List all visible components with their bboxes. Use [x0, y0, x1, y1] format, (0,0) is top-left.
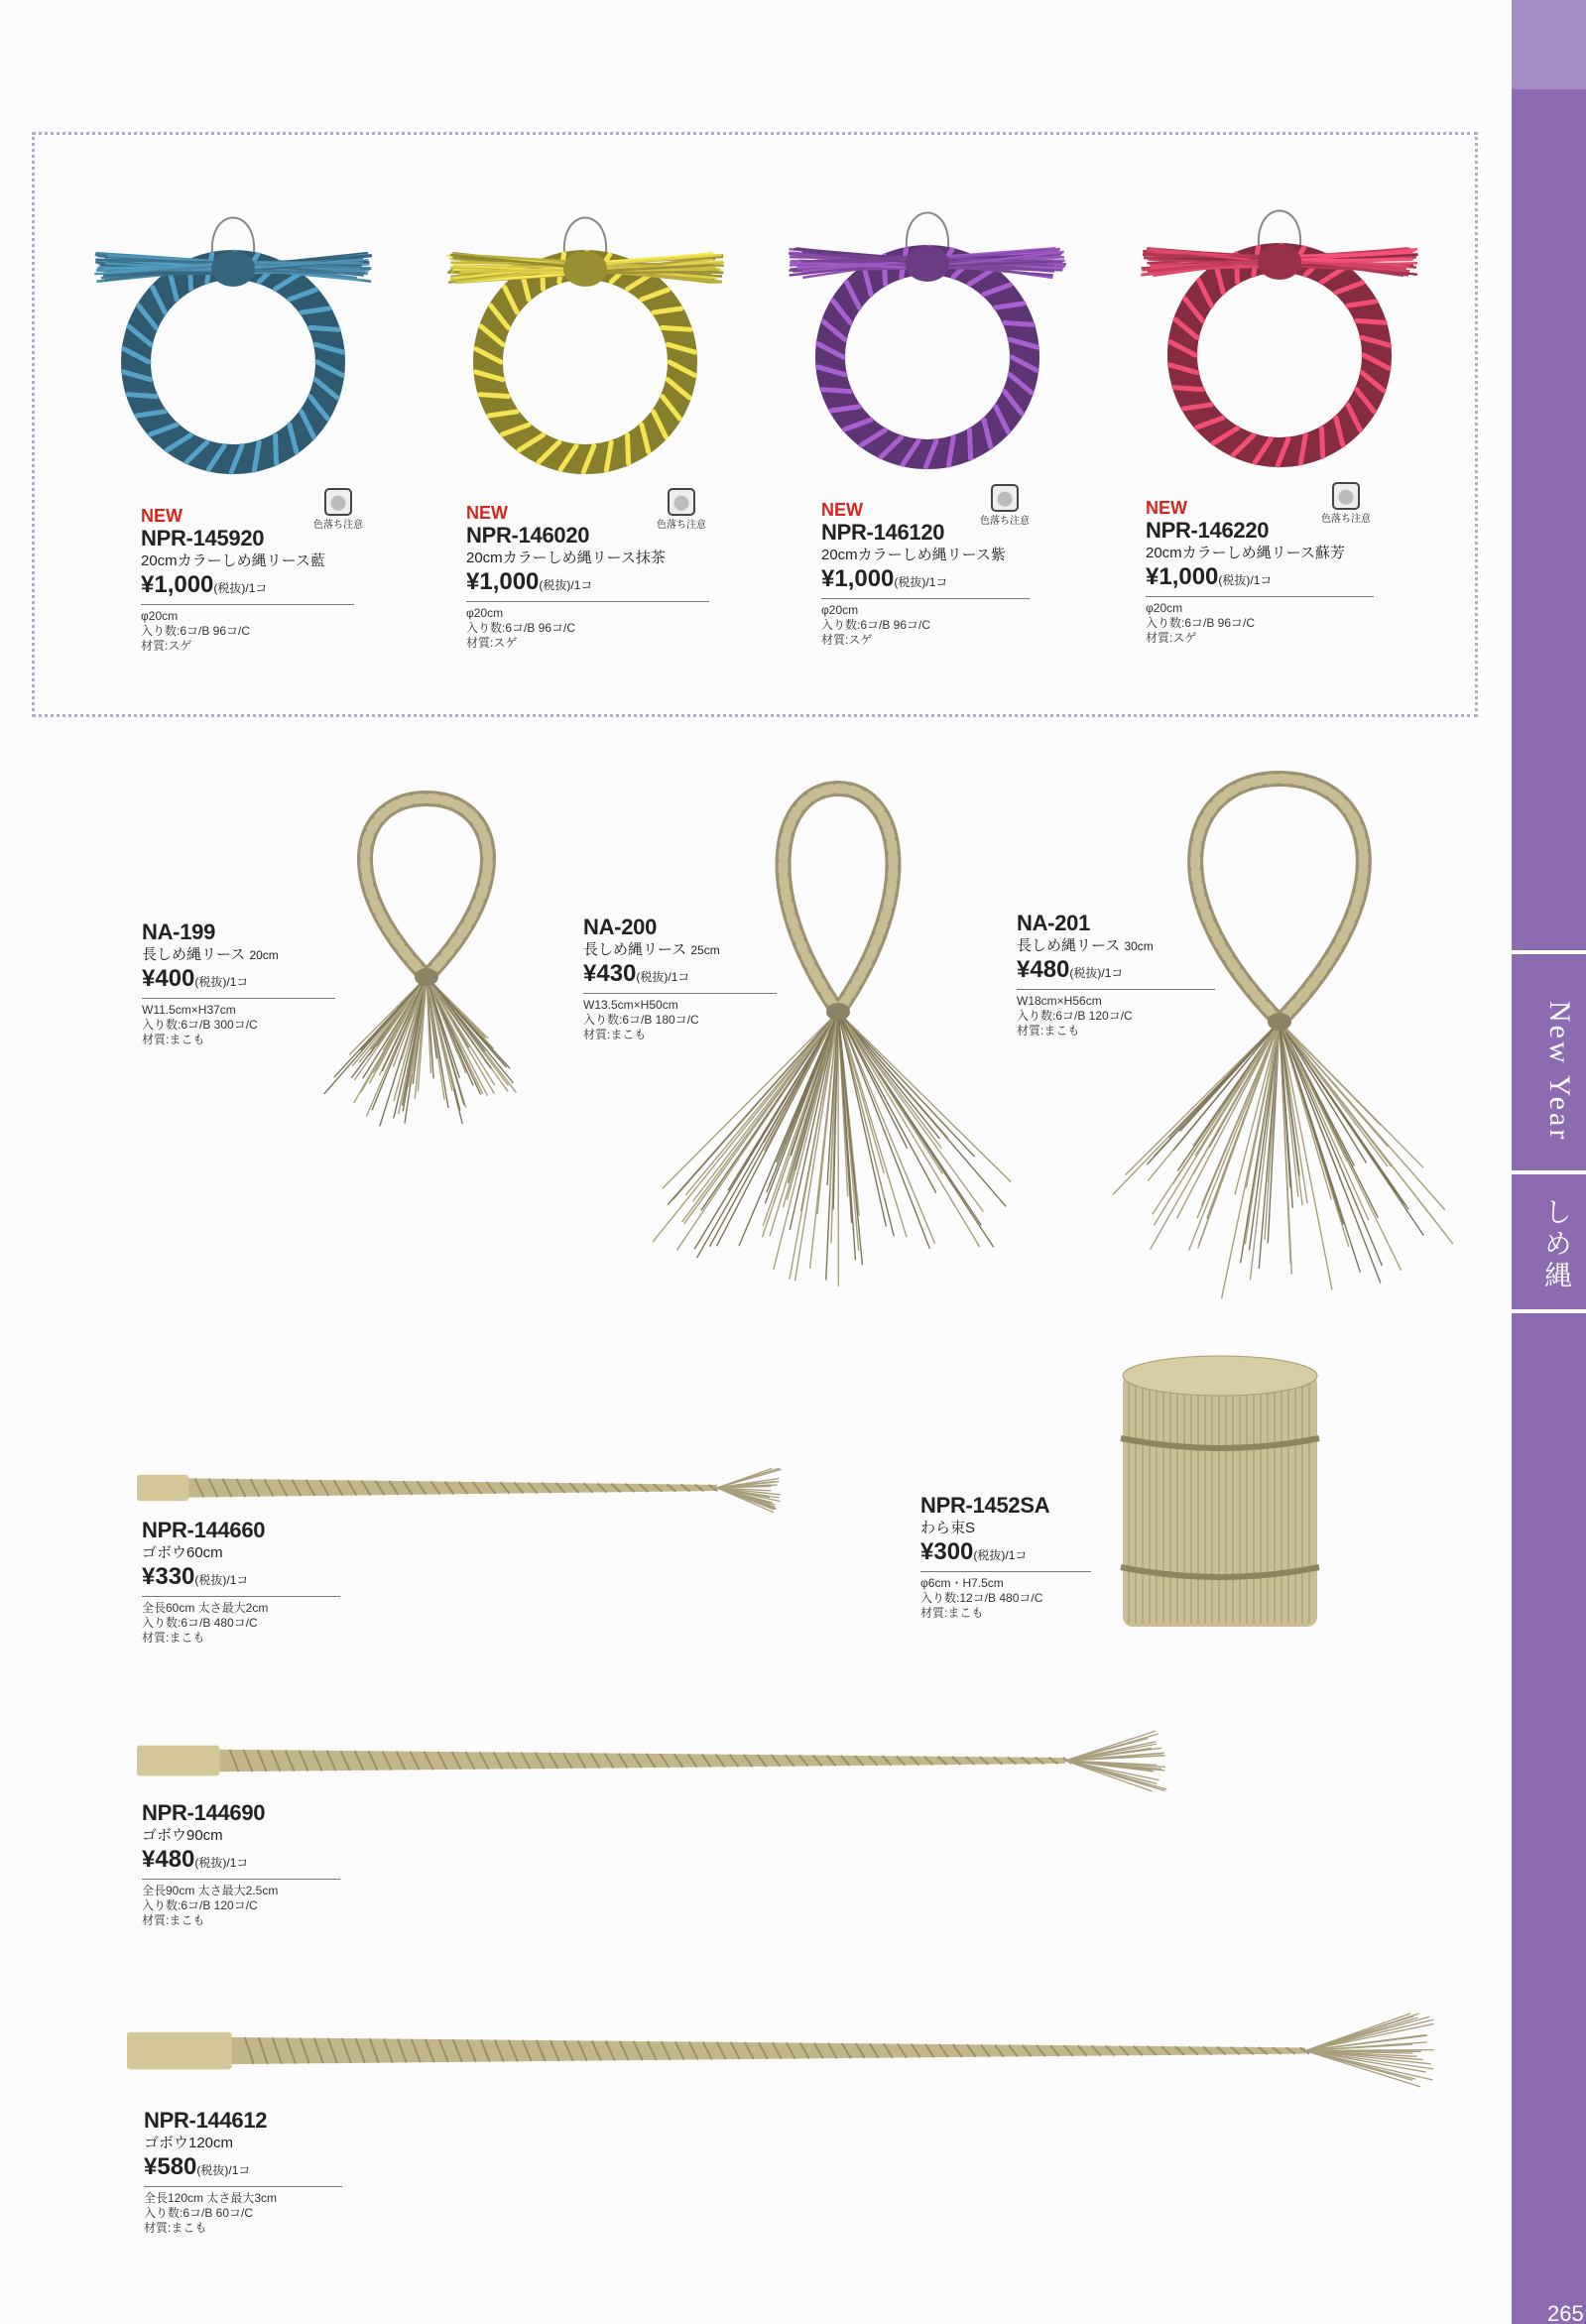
unit: /1コ: [668, 970, 690, 984]
unit: /1コ: [228, 2163, 251, 2177]
tax-note: (税抜): [539, 578, 571, 592]
product-code: NPR-145920: [141, 526, 265, 550]
loop-knot: [826, 1003, 850, 1021]
tax-note: (税抜): [636, 970, 669, 984]
price: ¥480: [1017, 956, 1070, 983]
wreath-knot: [563, 251, 607, 287]
rope-fringe: [717, 1468, 782, 1513]
new-tag: NEW: [821, 500, 863, 520]
caution-label: 色落ち注意: [313, 520, 363, 531]
loop-product[interactable]: [583, 915, 777, 1042]
loop-rope: [1195, 779, 1364, 1022]
unit: /1コ: [226, 975, 249, 989]
product-name-text: 長しめ縄リース: [142, 946, 246, 963]
price: ¥480: [142, 1846, 195, 1873]
caution-label: 色落ち注意: [980, 516, 1030, 527]
tax-note: (税抜): [973, 1548, 1006, 1562]
price: ¥330: [142, 1563, 195, 1590]
loop-tassel: [653, 1012, 1011, 1286]
rope-head: [137, 1746, 219, 1776]
spec-quantity: 入り数:6コ/B 60コ/C: [144, 2206, 254, 2220]
price: ¥400: [142, 965, 195, 992]
product-code: NPR-144690: [142, 1800, 266, 1825]
product-code: NA-201: [1017, 911, 1091, 935]
side-tab-divider: [1512, 1309, 1586, 1313]
wreath-image-purple: [779, 188, 1076, 476]
price-row: [142, 1563, 340, 1597]
price-row: [144, 2153, 342, 2187]
loop-knot: [1268, 1013, 1291, 1031]
spec-size: 全長120cm 太さ最大3cm: [144, 2191, 278, 2205]
product-name: [142, 945, 335, 965]
unit: /1コ: [226, 1856, 249, 1870]
loop-product[interactable]: [142, 919, 335, 1047]
spec-size: W18cm×H56cm: [1017, 994, 1102, 1008]
spec-material: 材質:まこも: [142, 1033, 205, 1046]
spec-size: φ20cm: [466, 606, 504, 620]
product-size: 25cm: [690, 943, 720, 957]
spec-material: 材質:スゲ: [141, 639, 192, 653]
caution-icon: [668, 488, 695, 516]
product-code: NA-200: [583, 915, 658, 939]
bundle-product[interactable]: [920, 1493, 1091, 1621]
price-row: [920, 1538, 1091, 1572]
price: ¥580: [144, 2153, 197, 2180]
spec-material: 材質:まこも: [920, 1606, 984, 1620]
straw-bundle-image: [1111, 1354, 1329, 1651]
tax-note: (税抜): [194, 1856, 227, 1870]
loop-rope-twist: [784, 789, 894, 1012]
spec-quantity: 入り数:12コ/B 480コ/C: [920, 1591, 1043, 1605]
spec-quantity: 入り数:6コ/B 96コ/C: [821, 618, 931, 632]
caution-icon: [991, 484, 1019, 512]
bundle-top: [1123, 1356, 1317, 1396]
product-code: NPR-146120: [821, 520, 945, 545]
spec-size: φ20cm: [1146, 601, 1183, 615]
spec-size: φ20cm: [821, 603, 859, 617]
loop-knot: [415, 968, 438, 986]
color-caution: [1311, 482, 1381, 526]
new-tag: NEW: [141, 506, 183, 526]
product-code: NPR-1452SA: [920, 1493, 1050, 1518]
price: ¥300: [920, 1538, 974, 1565]
spec-material: 材質:まこも: [144, 2221, 207, 2235]
tax-note: (税抜): [213, 581, 246, 595]
side-tab: [1512, 0, 1586, 2324]
product-size: 30cm: [1124, 939, 1154, 953]
product-name: ゴボウ90cm: [142, 1827, 223, 1844]
product-code: NPR-146020: [466, 523, 590, 548]
product-name: 20cmカラーしめ縄リース藍: [141, 552, 325, 569]
side-tab-divider: [1512, 950, 1586, 954]
product-name-text: 長しめ縄リース: [583, 941, 687, 958]
loop-rope: [365, 798, 488, 977]
loop-wreath-image-20cm: [332, 789, 521, 1146]
price-row: [1146, 563, 1374, 597]
unit: /1コ: [245, 581, 268, 595]
loop-product[interactable]: [1017, 911, 1215, 1039]
new-tag: NEW: [466, 503, 508, 523]
spec-size: 全長90cm 太さ最大2.5cm: [142, 1884, 279, 1897]
wreath-knot: [906, 246, 949, 282]
rope-head: [127, 2032, 232, 2069]
rope-head: [137, 1475, 188, 1501]
price: ¥1,000: [466, 568, 540, 595]
wreath-knot: [1258, 244, 1301, 280]
price: ¥1,000: [821, 565, 895, 592]
tax-note: (税抜): [194, 975, 227, 989]
caution-icon: [1332, 482, 1360, 510]
tax-note: (税抜): [894, 575, 926, 589]
loop-rope: [784, 789, 894, 1012]
rope-product[interactable]: [144, 2108, 342, 2236]
price-row: [141, 571, 354, 605]
spec-size: 全長60cm 太さ最大2cm: [142, 1601, 269, 1615]
spec-quantity: 入り数:6コ/B 120コ/C: [1017, 1009, 1133, 1023]
unit: /1コ: [1005, 1548, 1028, 1562]
product-code: NPR-146220: [1146, 518, 1270, 543]
tax-note: (税抜): [1218, 573, 1251, 587]
price: ¥1,000: [141, 571, 214, 598]
product-name: 20cmカラーしめ縄リース紫: [821, 547, 1006, 563]
spec-material: 材質:スゲ: [821, 633, 873, 647]
spec-material: 材質:まこも: [142, 1631, 205, 1645]
caution-label: 色落ち注意: [1321, 514, 1371, 525]
price-row: [821, 565, 1030, 599]
spec-material: 材質:スゲ: [1146, 631, 1197, 645]
wreath-image-suou: [1131, 186, 1428, 474]
wreath-knot: [211, 251, 255, 287]
spec-material: 材質:まこも: [142, 1913, 205, 1927]
product-name-text: 長しめ縄リース: [1017, 937, 1121, 954]
loop-rope-twist: [1195, 779, 1364, 1022]
color-caution: [970, 484, 1039, 528]
unit: /1コ: [1250, 573, 1273, 587]
product-code: NPR-144660: [142, 1518, 266, 1542]
rope-product[interactable]: [142, 1800, 340, 1928]
unit: /1コ: [1101, 966, 1124, 980]
side-tab-label: New Year: [1543, 1000, 1576, 1143]
product-name: ゴボウ120cm: [144, 2135, 234, 2151]
unit: /1コ: [925, 575, 948, 589]
color-caution: [304, 488, 373, 532]
product-code: NPR-144612: [144, 2108, 268, 2133]
product-code: NA-199: [142, 919, 216, 944]
spec-material: 材質:スゲ: [466, 636, 518, 650]
price-row: [142, 965, 335, 999]
loop-tassel: [1113, 1022, 1453, 1298]
product-name: ゴボウ60cm: [142, 1544, 223, 1561]
spec-material: 材質:まこも: [583, 1028, 647, 1041]
spec-quantity: 入り数:6コ/B 96コ/C: [141, 624, 251, 638]
price-row: [466, 568, 709, 602]
wreath-image-matcha: [436, 193, 734, 481]
loop-wreath-image-25cm: [754, 779, 922, 1304]
loop-rope-twist: [365, 798, 488, 977]
spec-size: φ20cm: [141, 609, 179, 623]
rope-body: [232, 2037, 1305, 2064]
rope-image-90cm: [137, 1726, 1168, 1795]
unit: /1コ: [226, 1573, 249, 1587]
spec-material: 材質:まこも: [1017, 1024, 1080, 1038]
rope-product[interactable]: [142, 1518, 340, 1646]
product-name: わら束S: [920, 1520, 976, 1536]
spec-size: φ6cm・H7.5cm: [920, 1576, 1004, 1590]
wreath-image-indigo: [84, 193, 382, 481]
tax-note: (税抜): [194, 1573, 227, 1587]
spec-quantity: 入り数:6コ/B 180コ/C: [583, 1013, 699, 1027]
price-row: [583, 960, 777, 994]
side-tab-divider: [1512, 1170, 1586, 1174]
new-tag: NEW: [1146, 498, 1187, 518]
price: ¥1,000: [1146, 563, 1219, 590]
page-number: 265: [1547, 2301, 1584, 2324]
unit: /1コ: [570, 578, 593, 592]
price-row: [1017, 956, 1215, 990]
price-row: [142, 1846, 340, 1880]
loop-tassel: [324, 977, 517, 1126]
rope-image-60cm: [137, 1458, 782, 1518]
product-name: 20cmカラーしめ縄リース抹茶: [466, 550, 666, 566]
product-name: [1017, 936, 1215, 956]
rope-fringe: [1065, 1731, 1166, 1791]
caution-icon: [324, 488, 352, 516]
color-caution: [647, 488, 716, 532]
side-tab-top: [1512, 0, 1586, 89]
product-size: 20cm: [249, 948, 279, 962]
tax-note: (税抜): [1069, 966, 1102, 980]
rope-fringe: [1305, 2014, 1434, 2087]
spec-size: W13.5cm×H50cm: [583, 998, 678, 1012]
product-name: [583, 940, 777, 960]
spec-size: W11.5cm×H37cm: [142, 1003, 236, 1017]
product-name: 20cmカラーしめ縄リース蘇芳: [1146, 545, 1345, 561]
spec-quantity: 入り数:6コ/B 300コ/C: [142, 1018, 258, 1032]
tax-note: (税抜): [196, 2163, 229, 2177]
side-tab-category: しめ縄: [1540, 1197, 1573, 1292]
spec-quantity: 入り数:6コ/B 480コ/C: [142, 1616, 258, 1630]
caution-label: 色落ち注意: [657, 520, 706, 531]
spec-quantity: 入り数:6コ/B 96コ/C: [1146, 616, 1256, 630]
spec-quantity: 入り数:6コ/B 120コ/C: [142, 1898, 258, 1912]
spec-quantity: 入り数:6コ/B 96コ/C: [466, 621, 576, 635]
price: ¥430: [583, 960, 637, 987]
rope-image-120cm: [127, 2009, 1436, 2093]
